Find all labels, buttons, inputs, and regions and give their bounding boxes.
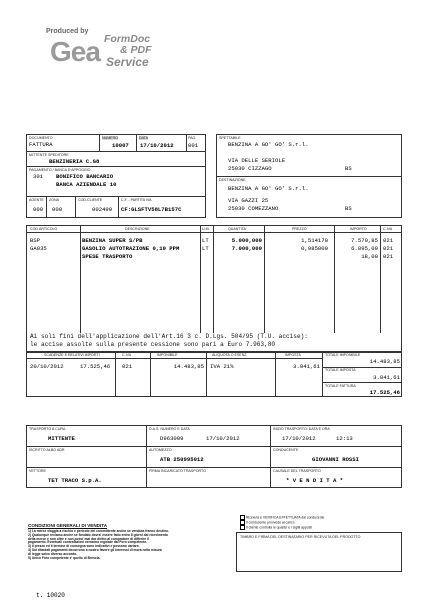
logo-gea: Gea <box>50 36 100 67</box>
value-scadenza-data: 20/10/2012 <box>30 363 64 370</box>
value-imponibile: 14.483,85 <box>173 363 204 370</box>
value-totale-imponibile: 14.483,85 <box>369 358 400 365</box>
row1-quantita: 5.000,000 <box>231 237 262 244</box>
label-cod-cliente: COD.CLIENTE <box>78 198 103 202</box>
label-causale: CAUSALE DEL TRASPORTO <box>273 469 321 473</box>
label-aliquota: ALIQUOTA O ESENZ. <box>212 353 248 357</box>
label-agente: AGENTE <box>29 198 44 202</box>
col-civa: C.IVA <box>383 227 393 231</box>
label-imposta: IMPOSTA <box>285 353 301 357</box>
label-spettabile: SPETTABILE <box>219 136 241 140</box>
col-descrizione: DESCRIZIONE <box>125 227 150 231</box>
label-speditore: MITTENTE SPEDITORE <box>29 153 69 157</box>
label-totale-imposta: TOTALE IMPOSTA <box>325 368 356 372</box>
logo-service: Service <box>106 55 149 69</box>
label-zona: ZONA <box>49 198 59 202</box>
value-vettore: TET TRACO S.p.A. <box>48 477 102 484</box>
value-inizio-ora: 12:13 <box>336 435 353 442</box>
value-aliquota: IVA 21% <box>210 363 234 370</box>
row1-civa: 021 <box>383 237 394 244</box>
value-data: 17/10/2012 <box>140 142 174 149</box>
destinazione-nome: BENZINA A GO' GO' S.r.l. <box>228 185 309 192</box>
row1-importo: 7.570,85 <box>351 237 378 244</box>
check-sigilli-label: Il cliente controlla le qualita' e i sigilli apposti <box>245 525 312 530</box>
value-documento: FATTURA <box>29 141 53 148</box>
value-civa: 021 <box>122 363 133 370</box>
conditions-list <box>28 530 208 560</box>
condition-line: 5) Unico Foro competente e' quello di Brescia. <box>28 555 101 560</box>
spettabile-nome: BENZINA A GO' GO' S.r.l. <box>228 141 309 148</box>
spettabile-provincia: BS <box>345 165 352 172</box>
label-iscritto-albo: ISCRITTO ALBO ADR <box>29 448 65 452</box>
value-totale-imposta: 3.041,61 <box>373 374 400 381</box>
value-numero: 10007 <box>112 142 129 149</box>
logo-formdoc: FormDoc <box>104 33 151 45</box>
row2-prezzo: 0,985000 <box>301 245 328 252</box>
row2-um: LT <box>202 245 209 252</box>
col-cod-articolo: COD.ARTICOLO <box>30 227 58 231</box>
row1-um: LT <box>202 237 209 244</box>
label-pagamento: PAGAMENTO / BANCA D'APPOGGIO <box>29 168 91 172</box>
label-inizio-trasporto: INIZIO TRASPORTO: DATA E ORA <box>273 427 330 431</box>
value-cod-cliente: 002499 <box>92 206 113 213</box>
value-trasporto-cura: MITTENTE <box>48 435 75 442</box>
row2-importo: 6.895,00 <box>351 245 378 252</box>
col-prezzo: PREZZO <box>292 227 307 231</box>
value-inizio-data: 17/10/2012 <box>282 435 316 442</box>
value-banca: BANCA AZIENDALE 10 <box>56 181 117 188</box>
label-numero: NUMERO <box>102 136 118 140</box>
row2-descrizione: GASOLIO AUTOTRAZIONE 0,10 PPM <box>82 245 180 252</box>
value-pagina: 001 <box>188 142 199 149</box>
conditions-title: CONDIZIONI GENERALI DI VENDITA <box>28 523 108 528</box>
check-verifica-label: Ricevuta e VERIFICA EFFETTUATA dal conducente <box>245 515 325 520</box>
condition-line: 1) La merce viaggia a rischio e pericolo del committente anche se venduta franco destino. <box>28 529 169 533</box>
condition-line: 4) Sui ritardati pagamenti decorrono a nostro favore gli interessi di mora nella misura <box>28 547 162 552</box>
logo-pdf: & PDF <box>120 44 152 56</box>
check-sigilli[interactable] <box>240 525 312 530</box>
destinazione-provincia: BS <box>345 205 352 212</box>
col-um: U.M. <box>202 227 210 231</box>
value-conducente: GIOVANNI ROSSI <box>312 456 359 463</box>
value-das-data: 17/10/2012 <box>206 435 240 442</box>
accise-note-1: Ai soli fini dell'applicazione dell'Art.16 3 c. D.Lgs. 504/95 (T.U. accise): <box>30 333 308 340</box>
value-agente: 000 <box>33 206 44 213</box>
value-zona: 000 <box>52 206 63 213</box>
value-cf-piva: CF:GLSFTV58L7B157C <box>121 206 182 213</box>
value-das-numero: D963009 <box>160 435 184 442</box>
condition-line: della merce e non oltre e non potra' mai dar diritto al compratore di differire il <box>28 536 149 541</box>
destinazione-via: VIA GAZZI 25 <box>228 197 269 204</box>
label-pagina: PAG. <box>188 136 197 140</box>
label-data: DATA <box>139 136 149 140</box>
value-pagamento-descrizione: BONIFICO BANCARIO <box>56 173 114 180</box>
value-causale: * V E N D I T A * <box>286 477 344 484</box>
accise-note-2: le accise assolte sulla presente cessione sono pari a Euro 7.963,80 <box>30 341 276 348</box>
value-speditore: BENZINERIA C.G8 <box>49 158 100 165</box>
row3-civa: 021 <box>383 253 394 260</box>
row1-descrizione: BENZINA SUPER S/PB <box>82 237 143 244</box>
value-pagamento-codice: 301 <box>33 173 44 180</box>
label-firma-destinatario: TIMBRO E FIRMA DEL DESTINATARIO PER RICEVUTA DEL PRODOTTO <box>240 535 361 539</box>
label-imponibile: IMPONIBILE <box>157 353 178 357</box>
footer-codice: t. 10020 <box>36 592 65 599</box>
value-totale-fattura: 17.525,46 <box>369 389 400 396</box>
label-civa: C.IVA <box>122 353 132 357</box>
check-carico-label: Il conducente provvede al carico <box>245 520 295 525</box>
row3-descrizione: SPESE TRASPORTO <box>82 253 133 260</box>
value-automezzo: ATB 250995012 <box>160 456 204 463</box>
label-documento: DOCUMENTO <box>29 136 53 140</box>
destinazione-citta: 25030 COMEZZANO <box>228 205 279 212</box>
row3-importo: 18,00 <box>361 253 378 260</box>
spettabile-via: VIA DELLE SERIOLE <box>228 157 286 164</box>
spettabile-citta: 25030 CIZZAGO <box>228 165 272 172</box>
label-trasporto-cura: TRASPORTO A CURA <box>29 427 66 431</box>
row1-codice: BSP <box>30 237 41 244</box>
condition-line: di legge salvo diverso accordo. <box>28 551 78 556</box>
label-vettore: VETTORE <box>29 469 46 473</box>
logo-produced-by: Produced by <box>46 28 89 35</box>
condition-line: 2) Qualunque reclamo anche se fondato dovra' essere fatto entro 8 giorni dal ricevimento <box>28 532 168 537</box>
label-scadenze: SCADENZE E RELATIVI IMPORTI <box>44 353 100 357</box>
label-das: D.A.S. NUMERO E DATA <box>149 427 190 431</box>
condition-line: 3) Il prezzo ed il termine di consegna sono indicativi e possono variare. <box>28 544 140 549</box>
label-automezzo: AUTOMEZZO <box>149 448 172 452</box>
label-firma-incaricato: FIRMA INCARICATO TRASPORTO <box>149 469 206 473</box>
row1-prezzo: 1,514170 <box>301 237 328 244</box>
row2-civa: 021 <box>383 245 394 252</box>
row2-codice: GA035 <box>30 245 47 252</box>
value-scadenza-importo: 17.525,46 <box>80 363 111 370</box>
producer-logo <box>22 28 182 74</box>
label-conducente: CONDUCENTE <box>273 448 299 452</box>
label-totale-fattura: TOTALE FATTURA <box>325 384 356 388</box>
value-imposta: 3.041,61 <box>293 363 320 370</box>
label-destinazione: DESTINAZIONE <box>219 178 246 182</box>
checkbox-icon[interactable] <box>240 525 245 530</box>
col-quantita: QUANTITA' <box>228 227 247 231</box>
condition-line: pagamento. Eventuali contestazioni verranno regolate dal Foro competente. <box>28 540 148 545</box>
col-importo: IMPORTO <box>350 227 367 231</box>
label-cf-piva: C.F. - PARTITA IVA <box>121 198 152 202</box>
label-totale-imponibile: TOTALE IMPONIBILE <box>325 353 361 357</box>
row2-quantita: 7.000,000 <box>231 245 262 252</box>
